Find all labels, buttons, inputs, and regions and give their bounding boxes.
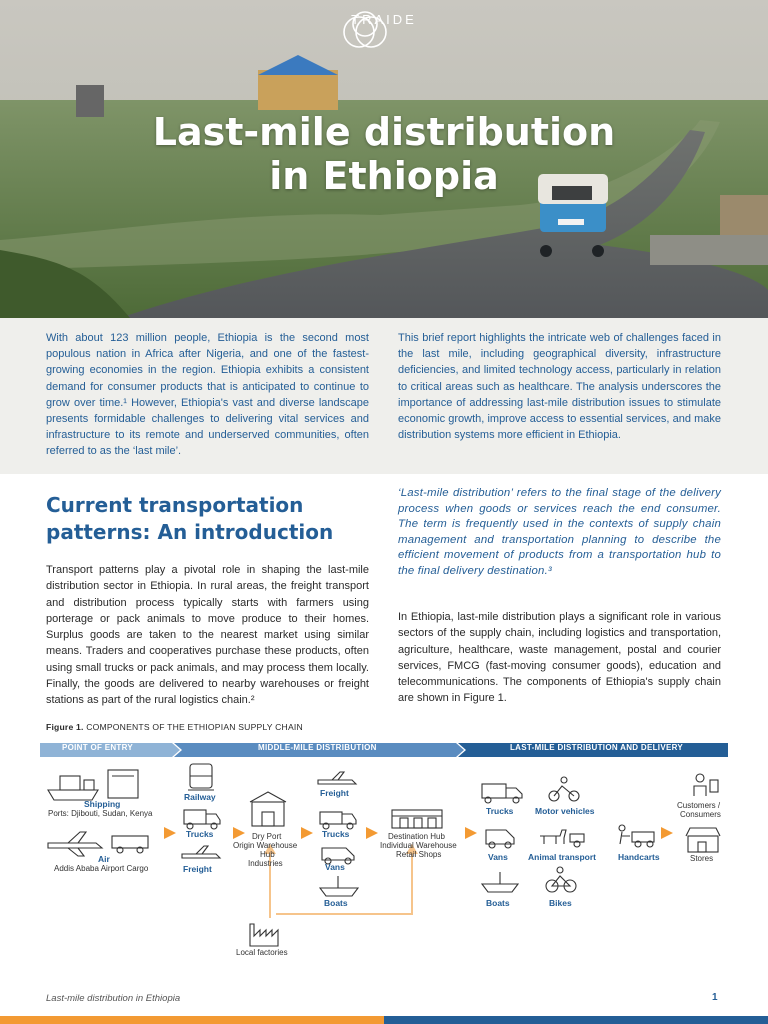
label-customers: Customers / [677, 801, 721, 810]
label-consumers: Consumers [680, 810, 721, 819]
boat-icon [320, 876, 358, 896]
label-boats-2: Boats [324, 898, 348, 908]
label-air: Air [98, 854, 110, 864]
intro-panel [0, 318, 768, 474]
factory-icon [250, 924, 278, 946]
label-destination-hub: Destination Hub [388, 832, 445, 841]
label-air-cargo: Addis Ababa Airport Cargo [54, 864, 149, 873]
store-icon [686, 828, 720, 852]
label-vans-3: Vans [488, 852, 508, 862]
label-trucks-1: Trucks [186, 829, 214, 839]
label-individual-warehouse: Individual Warehouse [380, 841, 457, 850]
truck-icon-2 [320, 812, 356, 829]
supply-chain-diagram [40, 740, 730, 970]
last-mile-van-icon [486, 830, 514, 848]
plane-icon [48, 832, 148, 856]
title-line-1: Last-mile distribution [152, 110, 616, 154]
intro-right-paragraph: This brief report highlights the intricate web of challenges faced in the last mile, including geographical diversity, infrastructure deficiencies, and limited technology access, particularly in relation to critical areas such as healthcare. The analysis underscores the importance of addressing last-mile distribution issues to stimulate economic growth, improve access to essential services, and make distribution systems more efficient in Ethiopia. [398, 332, 721, 442]
freight-plane-icon [182, 846, 220, 858]
figure-caption [46, 722, 303, 732]
destination-hub-icon [392, 810, 442, 828]
handcart-icon [619, 825, 654, 847]
traide-logo [340, 10, 428, 27]
label-hub: Hub [260, 850, 275, 859]
label-stores: Stores [690, 854, 714, 863]
label-vans-2: Vans [325, 862, 345, 872]
footer-bar-blue [384, 1016, 768, 1024]
label-origin-warehouse: Origin Warehouse [233, 841, 298, 850]
animal-transport-icon [540, 830, 584, 847]
label-bikes: Bikes [549, 898, 572, 908]
band-label-entry: POINT OF ENTRY [62, 743, 134, 752]
label-handcarts: Handcarts [618, 852, 660, 862]
title-line-2: in Ethiopia [269, 154, 499, 198]
label-dry-port: Dry Port [252, 832, 282, 841]
section-title: Current transportation patterns: An introduction [46, 493, 334, 544]
label-shipping-ports: Ports: Djibouti, Sudan, Kenya [48, 809, 153, 818]
section-body-right: In Ethiopia, last-mile distribution plays a significant role in various sectors of the supply chain, including logistics and transportation, agriculture, healthcare, waste management, postal and courier services, FMCG (fast-moving consumer goods), education and telecommunications. The components of Ethiopia's supply chain are shown in Figure 1. [398, 611, 721, 705]
label-boats-3: Boats [486, 898, 510, 908]
freight-plane-icon-2 [318, 772, 356, 784]
footer-bar-orange [0, 1016, 384, 1024]
warehouse-icon [250, 792, 286, 826]
last-mile-boat-icon [482, 872, 518, 892]
label-retail-shops: Retail Shops [396, 850, 442, 859]
page-title [0, 110, 768, 198]
bicycle-icon [546, 867, 576, 892]
figure-label: Figure 1. [46, 722, 84, 732]
hero-banner [0, 0, 768, 318]
motorbike-icon [549, 777, 579, 801]
traide-logo-icon [340, 10, 390, 54]
label-freight-2: Freight [320, 788, 349, 798]
label-freight-1: Freight [183, 864, 212, 874]
page-number: 1 [712, 992, 718, 1003]
label-trucks-2: Trucks [322, 829, 350, 839]
label-industries: Industries [248, 859, 283, 868]
label-trucks-3: Trucks [486, 806, 514, 816]
ship-icon [48, 770, 138, 800]
section-body-left: Transport patterns play a pivotal role in shaping the last-mile distribution sector in Ethiopia. In rural areas, the freight transport and distribution process typically starts with farmers using porterage or pack animals to move produce to their homes. Surplus goods are taken to the nearest market using similar means. Traders and cooperatives purchase these products, often using small trucks or pack animals, and may process them locally. Finally, the goods are delivered to nearby warehouses or freight stations as part of the rural logistics chain.² [46, 564, 369, 707]
footer-title: Last-mile distribution in Ethiopia [46, 993, 181, 1004]
figure-caption-text: COMPONENTS OF THE ETHIOPIAN SUPPLY CHAIN [86, 722, 303, 732]
band-label-middle: MIDDLE-MILE DISTRIBUTION [258, 743, 377, 752]
label-local-factories: Local factories [236, 948, 288, 957]
label-animal-transport: Animal transport [528, 852, 597, 862]
band-label-last: LAST-MILE DISTRIBUTION AND DELIVERY [510, 743, 684, 752]
railway-icon [188, 764, 214, 790]
label-railway: Railway [184, 792, 216, 802]
intro-left-paragraph: With about 123 million people, Ethiopia is the second most populous nation in Africa after Nigeria, and one of the fastest-growing economies in the region. Ethiopia exhibits a consistent demand for consumer products that is anticipated to continue to grow over time.¹ However, Ethiopia's vast and diverse landscape presents formidable challenges to delivering vital services and infrastructure to its remote and underserved communities, often referred to as the ‘last mile’. [46, 332, 369, 458]
customers-icon [694, 774, 718, 796]
truck-icon [184, 810, 220, 829]
label-shipping: Shipping [84, 799, 121, 809]
label-motor-vehicles: Motor vehicles [535, 806, 595, 816]
definition-quote: ‘Last-mile distribution’ refers to the final stage of the delivery process when goods or services reach the end consumer. The term is frequently used in the contexts of supply chain management and transportation planning to describe the efficient movement of products from a transportation hub to the final delivery destination.³ [398, 487, 721, 577]
last-mile-truck-icon [482, 784, 522, 803]
logo-text: TRAIDE [351, 12, 417, 27]
